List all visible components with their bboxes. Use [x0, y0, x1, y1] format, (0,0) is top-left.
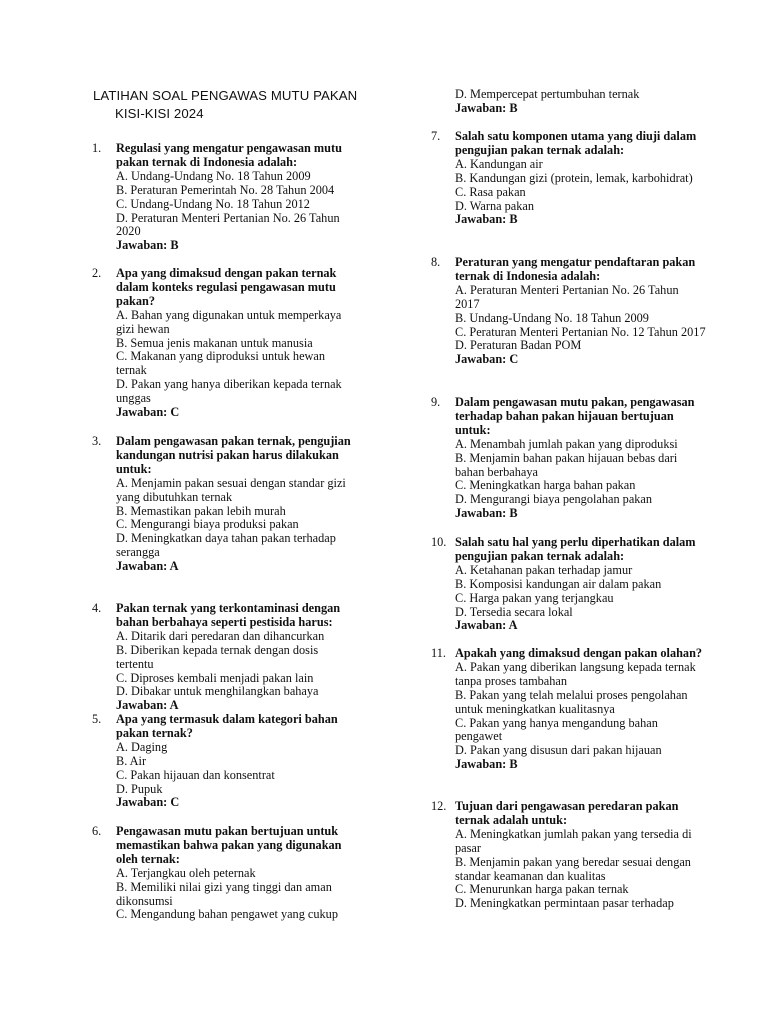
question-item [92, 825, 354, 922]
option: C. Mengandung bahan pengawet yang cukup [116, 907, 338, 922]
answer: Jawaban: B [116, 238, 179, 253]
question-text: Pakan ternak yang terkontaminasi dengan bahan berbahaya seperti pestisida harus: [116, 601, 341, 629]
option: D. Mengurangi biaya pengolahan pakan [455, 492, 653, 507]
answer: Jawaban: C [116, 795, 180, 810]
question-text: Apa yang termasuk dalam kategori bahan pakan ternak? [116, 712, 338, 740]
question-text: Apakah yang dimaksud dengan pakan olahan? [455, 646, 703, 660]
answer: Jawaban: B [455, 212, 518, 227]
answer: Jawaban: B [455, 100, 518, 115]
option: D. Pakan yang hanya diberikan kepada ternak unggas [116, 377, 342, 406]
option: D. Pakan yang disusun dari pakan hijauan [455, 743, 662, 758]
option: A. Peraturan Menteri Pertanian No. 26 Tahun 2017 [455, 282, 679, 311]
option: B. Pakan yang telah melalui proses pengolahan untuk meningkatkan kualitasnya [455, 687, 688, 716]
option: D. Peraturan Badan POM [455, 338, 582, 353]
option: A. Daging [116, 739, 168, 754]
option: C. Meningkatkan harga bahan pakan [455, 478, 636, 493]
question-item [92, 142, 354, 253]
question-text: Salah satu komponen utama yang diuji dalam pengujian pakan ternak adalah: [455, 129, 697, 157]
question-number: 12. [431, 799, 447, 813]
question-text: Tujuan dari pengawasan peredaran pakan ternak adalah untuk: [455, 799, 679, 827]
option: B. Menjamin pakan yang beredar sesuai dengan standar keamanan dan kualitas [455, 854, 691, 883]
question-text: Salah satu hal yang perlu diperhatikan dalam pengujian pakan ternak adalah: [455, 535, 696, 563]
question-number: 11. [431, 646, 446, 660]
question-item [92, 713, 354, 810]
option: B. Peraturan Pemerintah No. 28 Tahun 2004 [116, 182, 335, 197]
question-number: 2. [92, 266, 102, 280]
option: C. Undang-Undang No. 18 Tahun 2012 [116, 196, 310, 211]
question-number: 5. [92, 712, 102, 726]
option: C. Menurunkan harga pakan ternak [455, 882, 629, 897]
question-body [455, 800, 706, 911]
question-item [431, 647, 706, 772]
answer: Jawaban: C [455, 352, 519, 367]
question-item [92, 435, 354, 574]
question-body [116, 825, 354, 922]
answer: Jawaban: B [455, 757, 518, 772]
option: B. Diberikan kepada ternak dengan dosis tertentu [116, 642, 319, 671]
answer: Jawaban: C [116, 405, 180, 420]
option: A. Meningkatkan jumlah pakan yang tersedia di pasar [455, 826, 692, 855]
question-body [116, 713, 354, 810]
question-item [431, 256, 706, 367]
option: C. Diproses kembali menjadi pakan lain [116, 670, 314, 685]
question-text: Peraturan yang mengatur pendaftaran pakan ternak di Indonesia adalah: [455, 255, 696, 283]
option: A. Kandungan air [455, 156, 543, 171]
document-title: LATIHAN SOAL PENGAWAS MUTU PAKAN [93, 88, 358, 103]
option: B. Kandungan gizi (protein, lemak, karbohidrat) [455, 170, 693, 185]
option: A. Menjamin pakan sesuai dengan standar gizi yang dibutuhkan ternak [116, 475, 346, 504]
question-text: Dalam pengawasan pakan ternak, pengujian kandungan nutrisi pakan harus dilakukan untuk: [116, 434, 351, 476]
question-body [116, 267, 354, 420]
option: D. Tersedia secara lokal [455, 604, 573, 619]
question-text: Regulasi yang mengatur pengawasan mutu pakan ternak di Indonesia adalah: [116, 141, 342, 169]
question-body [116, 435, 354, 574]
question-body [455, 256, 706, 367]
option: A. Menambah jumlah pakan yang diproduksi [455, 436, 678, 451]
question-body [116, 602, 354, 713]
answer: Jawaban: A [116, 559, 179, 574]
option: D. Meningkatkan daya tahan pakan terhadap serangga [116, 531, 336, 560]
option: A. Ketahanan pakan terhadap jamur [455, 562, 633, 577]
question-body [455, 130, 706, 227]
option: C. Pakan yang hanya mengandung bahan pengawet [455, 715, 658, 744]
question-item [431, 800, 706, 911]
answer: Jawaban: B [455, 506, 518, 521]
question-item [431, 396, 706, 521]
option: B. Undang-Undang No. 18 Tahun 2009 [455, 310, 649, 325]
question-body [455, 647, 706, 772]
answer: Jawaban: A [455, 618, 518, 633]
option: A. Undang-Undang No. 18 Tahun 2009 [116, 168, 311, 183]
option: D. Mempercepat pertumbuhan ternak [455, 87, 640, 101]
option: B. Memastikan pakan lebih murah [116, 503, 286, 518]
option: B. Komposisi kandungan air dalam pakan [455, 576, 662, 591]
question-number: 6. [92, 824, 102, 838]
option: B. Memiliki nilai gizi yang tinggi dan aman dikonsumsi [116, 879, 332, 908]
question-item [431, 130, 706, 227]
question-item [92, 267, 354, 420]
option: C. Harga pakan yang terjangkau [455, 590, 614, 605]
question-continuation [455, 88, 715, 116]
option: A. Bahan yang digunakan untuk memperkaya gizi hewan [116, 307, 342, 336]
question-item [92, 602, 354, 713]
question-text: Dalam pengawasan mutu pakan, pengawasan terhadap bahan pakan hijauan bertujuan untuk: [455, 395, 695, 437]
question-item [431, 536, 706, 633]
option: B. Semua jenis makanan untuk manusia [116, 335, 313, 350]
option: C. Rasa pakan [455, 184, 526, 199]
option: C. Mengurangi biaya produksi pakan [116, 517, 299, 532]
question-body [455, 396, 706, 521]
document-header [93, 87, 393, 123]
question-body [116, 142, 354, 253]
question-number: 10. [431, 535, 447, 549]
question-number: 9. [431, 395, 441, 409]
option: C. Makanan yang diproduksi untuk hewan ternak [116, 349, 326, 378]
option: D. Meningkatkan permintaan pasar terhadap [455, 896, 674, 911]
option: B. Menjamin bahan pakan hijauan bebas dari bahan berbahaya [455, 450, 678, 479]
answer: Jawaban: A [116, 698, 179, 713]
option: D. Warna pakan [455, 198, 535, 213]
option: C. Peraturan Menteri Pertanian No. 12 Tahun 2017 [455, 324, 706, 339]
document-subtitle: KISI-KISI 2024 [115, 106, 204, 121]
question-text: Apa yang dimaksud dengan pakan ternak dalam konteks regulasi pengawasan mutu pakan? [116, 266, 337, 308]
option: B. Air [116, 753, 147, 768]
option: D. Pupuk [116, 781, 163, 796]
option: A. Pakan yang diberikan langsung kepada ternak tanpa proses tambahan [455, 659, 696, 688]
question-number: 4. [92, 601, 102, 615]
option: D. Dibakar untuk menghilangkan bahaya [116, 684, 319, 699]
option: A. Ditarik dari peredaran dan dihancurkan [116, 628, 325, 643]
option: A. Terjangkau oleh peternak [116, 865, 256, 880]
question-number: 3. [92, 434, 102, 448]
question-body [455, 536, 706, 633]
option: C. Pakan hijauan dan konsentrat [116, 767, 275, 782]
question-number: 7. [431, 129, 441, 143]
question-text: Pengawasan mutu pakan bertujuan untuk memastikan bahwa pakan yang digunakan oleh ternak: [116, 824, 342, 866]
question-number: 1. [92, 141, 102, 155]
question-number: 8. [431, 255, 441, 269]
option: D. Peraturan Menteri Pertanian No. 26 Tahun 2020 [116, 210, 340, 239]
